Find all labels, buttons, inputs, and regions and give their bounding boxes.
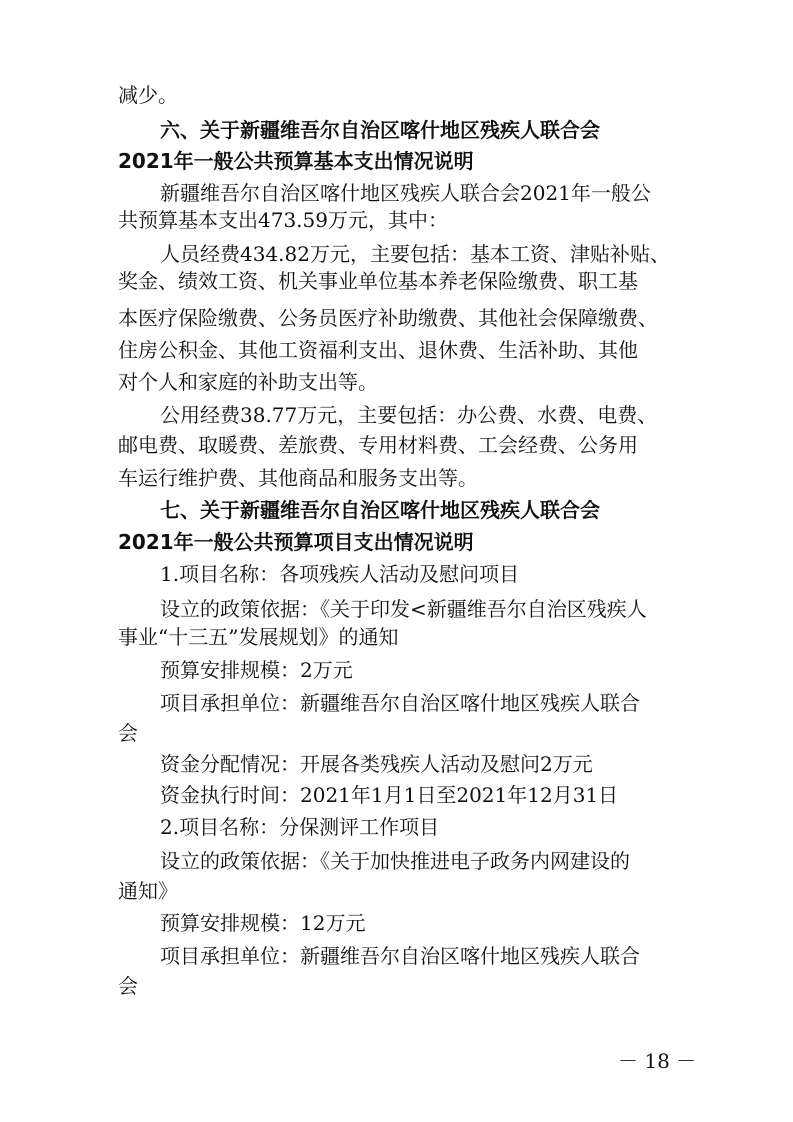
text-line: 设立的政策依据：《关于加快推进电子政务内网建设的 bbox=[160, 849, 630, 873]
text-line: 资金执行时间：2021年1月1日至2021年12月31日 bbox=[160, 783, 619, 807]
text-line: 公用经费38.77万元，主要包括：办公费、水费、电费、 bbox=[160, 403, 658, 427]
text-line: 本医疗保险缴费、公务员医疗补助缴费、其他社会保障缴费、 bbox=[118, 306, 658, 330]
text-line: 项目承担单位：新疆维吾尔自治区喀什地区残疾人联合 bbox=[160, 944, 640, 968]
text-line: 预算安排规模：12万元 bbox=[160, 911, 366, 935]
text-line: 人员经费434.82万元，主要包括：基本工资、津贴补贴、 bbox=[160, 242, 670, 266]
text-line: 通知》 bbox=[118, 879, 178, 903]
text-line: 车运行维护费、其他商品和服务支出等。 bbox=[118, 466, 478, 490]
section-heading: 七、关于新疆维吾尔自治区喀什地区残疾人联合会 bbox=[160, 498, 600, 522]
text-line: 新疆维吾尔自治区喀什地区残疾人联合会2021年一般公 bbox=[160, 181, 651, 205]
text-line: 对个人和家庭的补助支出等。 bbox=[118, 370, 378, 394]
text-line: 共预算基本支出473.59万元，其中： bbox=[118, 208, 448, 232]
text-line: 资金分配情况：开展各类残疾人活动及慰问2万元 bbox=[160, 752, 593, 776]
text-line: 减少。 bbox=[118, 83, 178, 107]
section-heading: 2021年一般公共预算项目支出情况说明 bbox=[118, 530, 474, 554]
text-line: 邮电费、取暖费、差旅费、专用材料费、工会经费、公务用 bbox=[118, 433, 638, 457]
text-line: 预算安排规模：2万元 bbox=[160, 658, 353, 682]
section-heading: 2021年一般公共预算基本支出情况说明 bbox=[118, 149, 474, 173]
text-line: 住房公积金、其他工资福利支出、退休费、生活补助、其他 bbox=[118, 338, 638, 362]
text-line: 会 bbox=[118, 974, 138, 998]
text-line: 项目承担单位：新疆维吾尔自治区喀什地区残疾人联合 bbox=[160, 691, 640, 715]
text-line: 2.项目名称：分保测评工作项目 bbox=[160, 815, 440, 839]
text-line: 会 bbox=[118, 721, 138, 745]
text-line: 1.项目名称：各项残疾人活动及慰问项目 bbox=[160, 562, 520, 586]
text-line: 设立的政策依据：《关于印发<新疆维吾尔自治区残疾人 bbox=[160, 597, 647, 621]
page-number: － 18 － bbox=[618, 1049, 697, 1073]
text-line: 奖金、绩效工资、机关事业单位基本养老保险缴费、职工基 bbox=[118, 269, 638, 293]
text-line: 事业“十三五”发展规划》的通知 bbox=[118, 625, 399, 649]
section-heading: 六、关于新疆维吾尔自治区喀什地区残疾人联合会 bbox=[160, 118, 600, 142]
